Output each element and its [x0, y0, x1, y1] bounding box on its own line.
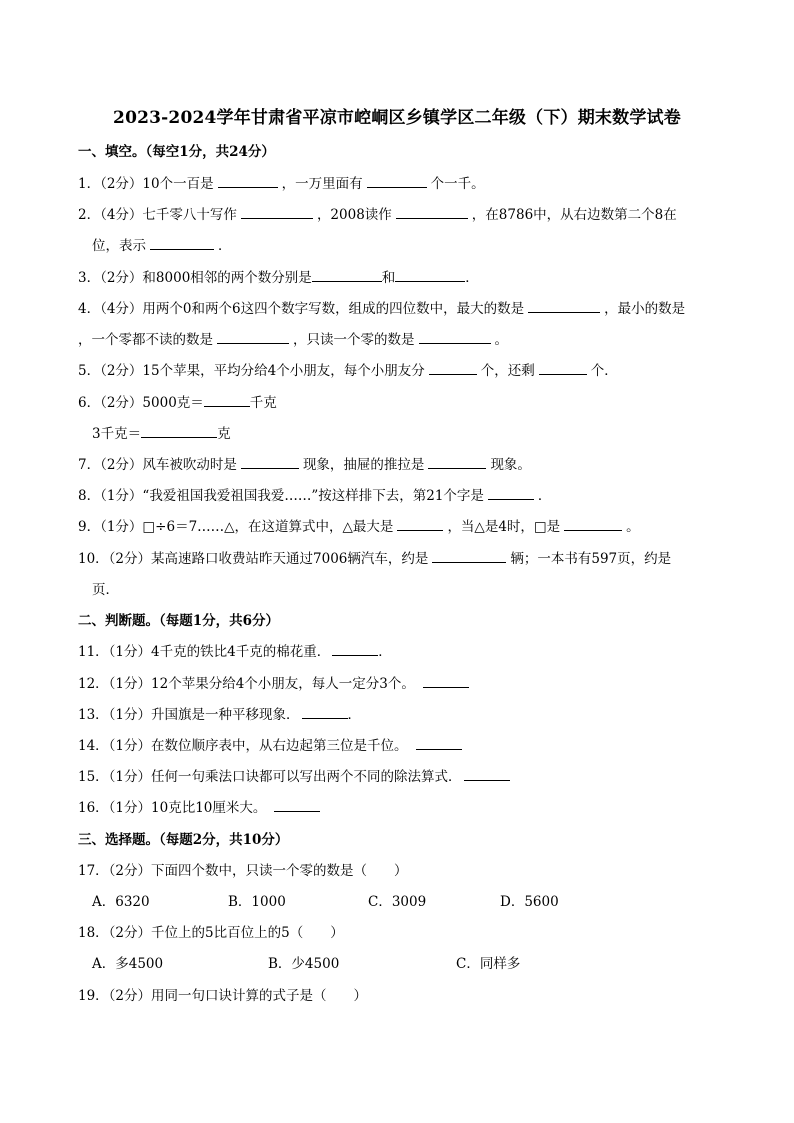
- answer-blank[interactable]: [141, 425, 217, 438]
- answer-blank[interactable]: [464, 768, 510, 781]
- q6-text-b: 千克: [249, 395, 277, 411]
- q6-text-a: 6．（2分）5000克＝: [78, 395, 204, 411]
- q13-text: 13．（1分）升国旗是一种平移现象．: [78, 707, 300, 723]
- q17-option-c[interactable]: C．3009: [368, 894, 427, 910]
- question-1: [78, 175, 485, 193]
- answer-blank[interactable]: [397, 518, 443, 531]
- question-13: [78, 706, 361, 724]
- answer-blank[interactable]: [528, 300, 600, 313]
- question-7: [78, 456, 531, 474]
- answer-blank[interactable]: [367, 175, 427, 188]
- question-3: [78, 269, 479, 287]
- q8-text-b: ．: [537, 488, 552, 504]
- page-title: 2023-2024学年甘肃省平凉市崆峒区乡镇学区二年级（下）期末数学试卷: [113, 108, 681, 128]
- q1-text-c: 个一千。: [430, 176, 485, 192]
- q2-text-e: ．: [218, 238, 232, 254]
- q12-text: 12．（1分）12个苹果分给4个小朋友，每人一定分3个。: [78, 676, 415, 692]
- question-9: [78, 518, 640, 536]
- q10-text-b: 辆；一本书有597页，约是: [510, 551, 672, 567]
- q17-option-a[interactable]: A．6320: [92, 894, 150, 910]
- q1-text-b: ，一万里面有: [281, 176, 363, 192]
- question-11: [78, 643, 392, 661]
- answer-blank[interactable]: [241, 206, 313, 219]
- q6-text-d: 克: [217, 426, 231, 442]
- answer-blank[interactable]: [302, 706, 348, 719]
- question-5: [78, 362, 618, 380]
- question-4: [78, 300, 685, 318]
- q7-text-a: 7．（2分）风车被吹动时是: [78, 457, 237, 473]
- q4-text-a: 4．（4分）用两个0和两个6这四个数字写数，组成的四位数中，最大的数是: [78, 301, 525, 317]
- q2-text-d: 位，表示: [92, 238, 146, 254]
- answer-blank[interactable]: [217, 331, 289, 344]
- q4-text-e: 。: [494, 332, 508, 348]
- q16-text: 16．（1分）10克比10厘米大。: [78, 800, 267, 816]
- answer-blank[interactable]: [332, 643, 378, 656]
- q13-end: ．: [347, 707, 362, 723]
- q4-text-c: ，一个零都不读的数是: [78, 332, 213, 348]
- q18-option-c[interactable]: C．同样多: [456, 956, 521, 972]
- q11-end: ．: [378, 644, 392, 660]
- q18-option-a[interactable]: A．多4500: [92, 956, 164, 972]
- q2-text-b: ，2008读作: [316, 207, 392, 223]
- q4-text-d: ，只读一个零的数是: [293, 332, 415, 348]
- q9-text-c: 。: [626, 519, 640, 535]
- q7-text-b: 现象，抽屉的推拉是: [302, 457, 425, 473]
- question-8: [78, 487, 551, 505]
- q4-text-b: ，最小的数是: [604, 301, 686, 317]
- answer-blank[interactable]: [432, 550, 506, 563]
- section-fill-in: 一、填空。（每空1分，共24分）: [78, 144, 275, 160]
- question-12: [78, 675, 473, 693]
- answer-blank[interactable]: [204, 394, 250, 407]
- question-17: 17．（2分）下面四个数中，只读一个零的数是（ ）: [78, 863, 408, 879]
- q2-text-c: ，在8786中，从右边数第二个8在: [471, 207, 677, 223]
- q10-text-c: 页．: [92, 582, 119, 598]
- answer-blank[interactable]: [419, 331, 491, 344]
- q3-text-b: 和: [381, 270, 396, 286]
- section-true-false: 二、判断题。（每题1分，共6分）: [78, 613, 280, 629]
- answer-blank[interactable]: [423, 675, 469, 688]
- section-multiple-choice: 三、选择题。（每题2分，共10分）: [78, 832, 289, 848]
- question-19: 19．（2分）用同一句口诀计算的式子是（ ）: [78, 988, 368, 1004]
- question-16: [78, 799, 324, 817]
- answer-blank[interactable]: [274, 799, 320, 812]
- question-14: [78, 737, 466, 755]
- answer-blank[interactable]: [428, 456, 486, 469]
- answer-blank[interactable]: [564, 518, 622, 531]
- q5-text-b: 个，还剩: [480, 363, 535, 379]
- question-6: [78, 394, 277, 412]
- answer-blank[interactable]: [539, 362, 587, 375]
- q3-text-c: ．: [465, 270, 479, 286]
- q7-text-c: 现象。: [490, 457, 531, 473]
- q5-text-a: 5．（2分）15个苹果，平均分给4个小朋友，每个小朋友分: [78, 363, 425, 379]
- q5-text-c: 个．: [590, 363, 618, 379]
- answer-blank[interactable]: [241, 456, 299, 469]
- question-2: [78, 206, 677, 224]
- q18-option-b[interactable]: B．少4500: [268, 956, 340, 972]
- question-10-cont: [92, 581, 119, 599]
- answer-blank[interactable]: [312, 269, 382, 282]
- q3-text-a: 3．（2分）和8000相邻的两个数分别是: [78, 270, 312, 286]
- question-6-cont: [92, 425, 231, 443]
- answer-blank[interactable]: [218, 175, 278, 188]
- q10-text-a: 10．（2分）某高速路口收费站昨天通过7006辆汽车，约是: [78, 551, 429, 567]
- q2-text-a: 2．（4分）七千零八十写作: [78, 207, 237, 223]
- q8-text-a: 8．（1分）“我爱祖国我爱祖国我爱……”按这样排下去，第21个字是: [78, 488, 484, 504]
- q9-text-a: 9．（1分）□÷6＝7……△，在这道算式中，△最大是: [78, 519, 394, 535]
- q9-text-b: ，当△是4时，□是: [447, 519, 561, 535]
- answer-blank[interactable]: [429, 362, 477, 375]
- q1-text-a: 1．（2分）10个一百是: [78, 176, 214, 192]
- answer-blank[interactable]: [396, 206, 468, 219]
- question-10: [78, 550, 671, 568]
- answer-blank[interactable]: [488, 487, 534, 500]
- answer-blank[interactable]: [395, 269, 465, 282]
- q14-text: 14．（1分）在数位顺序表中，从右边起第三位是千位。: [78, 738, 408, 754]
- q15-text: 15．（1分）任何一句乘法口诀都可以写出两个不同的除法算式．: [78, 769, 462, 785]
- q6-text-c: 3千克＝: [92, 426, 142, 442]
- question-2-cont: [92, 237, 232, 255]
- question-15: [78, 768, 514, 786]
- answer-blank[interactable]: [416, 737, 462, 750]
- question-4-cont: [78, 331, 508, 349]
- answer-blank[interactable]: [150, 237, 214, 250]
- q11-text: 11．（1分）4千克的铁比4千克的棉花重．: [78, 644, 331, 660]
- question-18: 18．（2分）千位上的5比百位上的5（ ）: [78, 925, 344, 941]
- q17-option-b[interactable]: B．1000: [228, 894, 286, 910]
- q17-option-d[interactable]: D．5600: [500, 894, 559, 910]
